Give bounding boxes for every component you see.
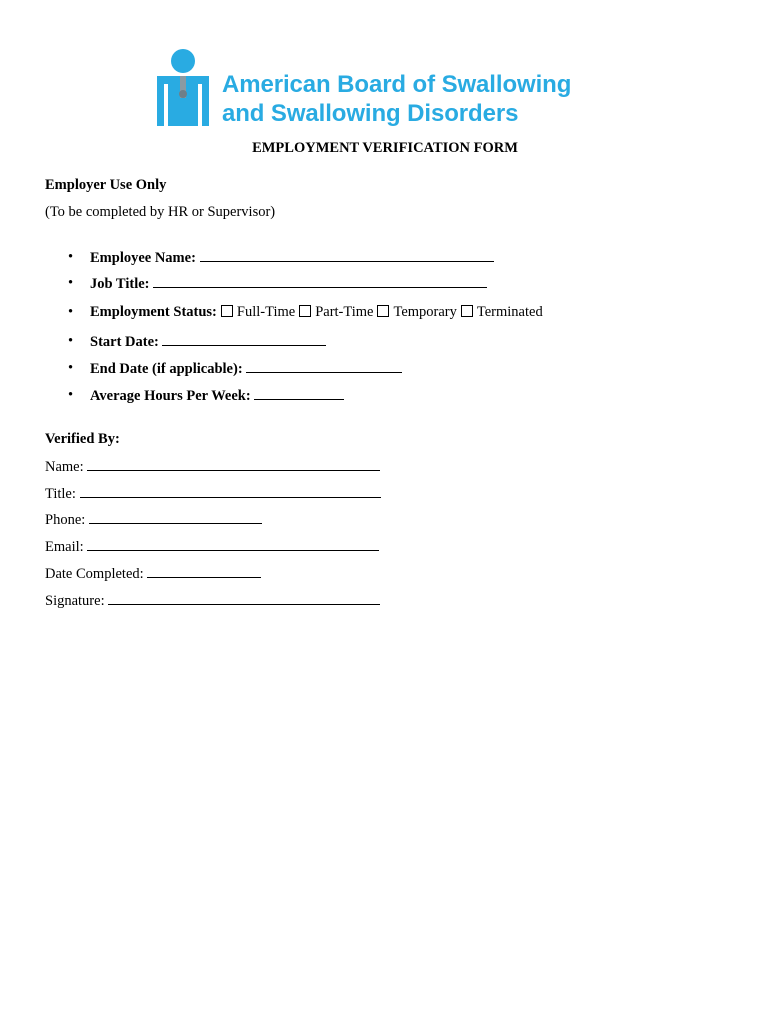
part-time-checkbox[interactable] [299, 305, 311, 317]
temporary-checkbox[interactable] [377, 305, 389, 317]
end-date-field[interactable] [246, 360, 402, 373]
end-date-label: End Date (if applicable): [90, 361, 243, 377]
verifier-title-label: Title: [45, 486, 76, 502]
date-completed-label: Date Completed: [45, 566, 144, 582]
organization-name [222, 70, 571, 128]
signature-label: Signature: [45, 593, 105, 609]
verifier-email-row [45, 538, 379, 556]
list-item [90, 333, 326, 351]
full-time-option-label: Full-Time [236, 304, 296, 320]
verifier-name-row [45, 458, 380, 476]
start-date-field[interactable] [162, 333, 326, 346]
verified-by-heading: Verified By: [45, 431, 120, 447]
employment-status-label: Employment Status: [90, 304, 217, 320]
average-hours-label: Average Hours Per Week: [90, 388, 251, 404]
temporary-option-label: Temporary [393, 304, 457, 320]
verifier-phone-row [45, 511, 262, 529]
person-with-throat-icon [157, 48, 217, 130]
list-item [90, 387, 344, 405]
part-time-option-label: Part-Time [315, 304, 374, 320]
list-item [90, 249, 494, 267]
verifier-name-label: Name: [45, 459, 84, 475]
date-completed-row [45, 565, 261, 583]
section-heading: Employer Use Only [45, 177, 167, 193]
verifier-phone-label: Phone: [45, 512, 86, 528]
full-time-checkbox[interactable] [221, 305, 233, 317]
verifier-name-field[interactable] [87, 458, 380, 471]
job-title-field[interactable] [153, 275, 487, 288]
organization-name-line-2: and Swallowing Disorders [222, 100, 519, 127]
verifier-phone-field[interactable] [89, 511, 262, 524]
signature-row [45, 592, 380, 610]
organization-name-line-1: American Board of Swallowing [222, 71, 572, 98]
average-hours-field[interactable] [254, 387, 344, 400]
date-completed-field[interactable] [147, 565, 261, 578]
organization-logo [157, 48, 637, 130]
form-title: EMPLOYMENT VERIFICATION FORM [252, 140, 518, 156]
verifier-title-row [45, 485, 381, 503]
verifier-email-field[interactable] [87, 538, 379, 551]
employee-name-label: Employee Name: [90, 250, 196, 266]
list-item [90, 304, 543, 321]
terminated-checkbox[interactable] [461, 305, 473, 317]
list-item [90, 275, 487, 293]
verifier-email-label: Email: [45, 539, 84, 555]
job-title-label: Job Title: [90, 276, 150, 292]
instructions-text: (To be completed by HR or Supervisor) [45, 204, 276, 220]
signature-field[interactable] [108, 592, 380, 605]
verifier-title-field[interactable] [80, 485, 381, 498]
start-date-label: Start Date: [90, 334, 159, 350]
employee-name-field[interactable] [200, 249, 494, 262]
terminated-option-label: Terminated [476, 304, 543, 320]
list-item [90, 360, 402, 378]
